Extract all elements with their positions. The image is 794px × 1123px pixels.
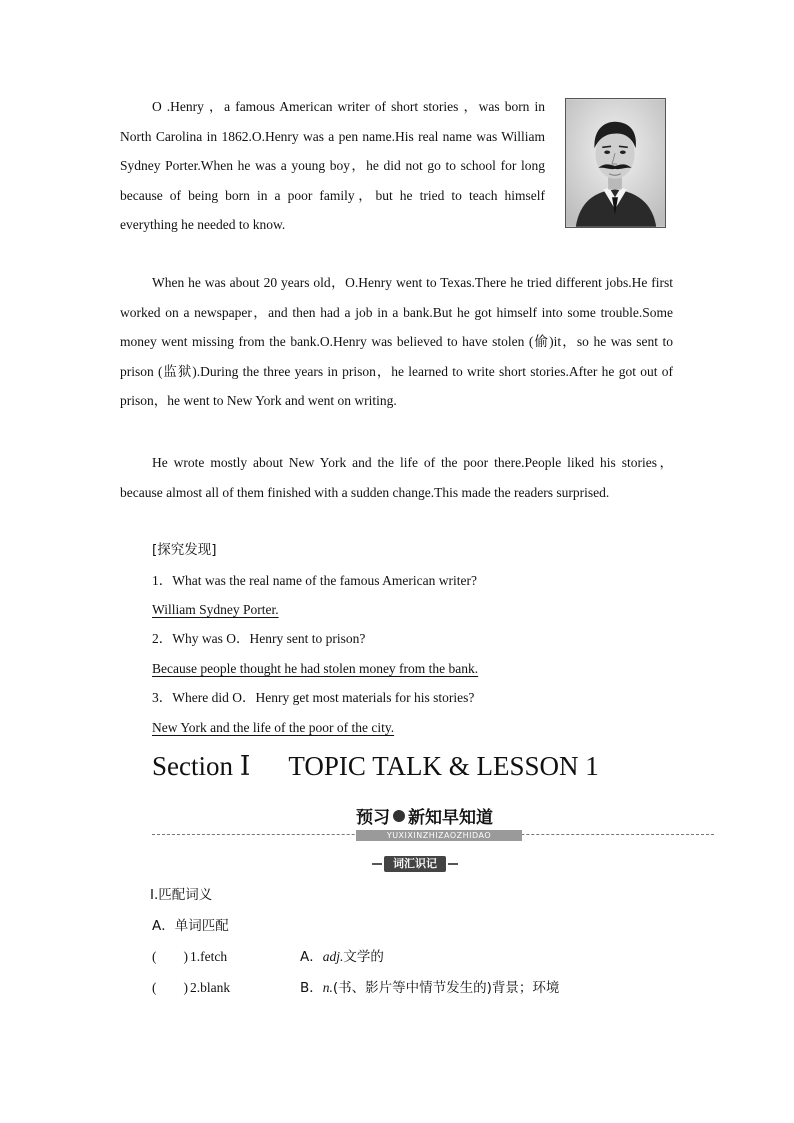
answer-2: Because people thought he had stolen money from the bank. (152, 661, 479, 676)
section-name: TOPIC TALK & LESSON 1 (288, 751, 599, 781)
answer-blank[interactable]: ( ) (152, 949, 188, 964)
answer-3: New York and the life of the poor of the city. (152, 720, 395, 735)
question-1: 1．What was the real name of the famous American writer? (152, 573, 477, 588)
answer-1: William Sydney Porter. (152, 602, 279, 617)
sub-heading: A．单词匹配 (152, 918, 229, 934)
option-letter: A． (300, 949, 323, 965)
answer-blank[interactable]: ( ) (152, 980, 188, 995)
vocab-word: 1.fetch (190, 949, 228, 964)
banner-right-text: 新知早知道 (408, 808, 493, 828)
tag-label: 词汇识记 (384, 856, 446, 872)
passage-paragraph-3: He wrote mostly about New York and the life of the poor there.People liked his stories，because almost all of them finished with a sudden change.This made the readers surprised. (120, 455, 673, 500)
option-meaning: 文学的 (343, 949, 384, 965)
section-title (152, 748, 599, 784)
passage-paragraph-1: O .Henry ，a famous American writer of short stories ，was born in North Carolina in 1862.O.Henry was a pen name.His real name was William Sydney Porter.When he was a young boy，he did not go to school for long because of being born in a poor family，but he tried to teach himself everything he needed to know. (120, 99, 545, 232)
tag-left-bar (372, 863, 382, 865)
banner-left-text: 预习 (356, 808, 390, 828)
portrait-image (566, 99, 665, 227)
vocab-item-2 (152, 978, 230, 998)
vocab-tag (372, 856, 458, 872)
tag-right-bar (448, 863, 458, 865)
passage-paragraph-2: When he was about 20 years old，O.Henry went to Texas.There he tried different jobs.He first worked on a newspaper，and then had a job in a bank.But he got himself into some trouble.Some money went missing from the bank.O.Henry was believed to have stolen (偷)it，so he was sent to prison (监狱).During the three years in prison，he learned to write short stories.After he got out of prison，he went to New York and went on writing. (120, 275, 673, 408)
vocab-meaning-2 (300, 978, 559, 998)
explore-heading: [探究发现] (152, 542, 217, 558)
part-of-speech: n. (322, 980, 333, 995)
vocab-item-1 (152, 947, 227, 967)
preview-banner (356, 806, 522, 840)
banner-pinyin: YUXIXINZHIZAOZHIDAO (356, 830, 522, 841)
vocab-meaning-1 (300, 947, 384, 967)
part-heading: Ⅰ.匹配词义 (150, 887, 213, 903)
banner-title (356, 806, 522, 830)
section-label: Section Ⅰ (152, 751, 251, 781)
question-2: 2．Why was O．Henry sent to prison? (152, 631, 366, 646)
arrow-circle-icon (393, 810, 405, 822)
part-of-speech: adj. (322, 949, 344, 964)
vocab-word: 2.blank (190, 980, 231, 995)
question-3: 3．Where did O．Henry get most materials for his stories? (152, 690, 475, 705)
option-meaning: (书、影片等中情节发生的)背景；环境 (332, 980, 560, 996)
option-letter: B． (300, 980, 323, 996)
author-portrait (565, 98, 666, 228)
